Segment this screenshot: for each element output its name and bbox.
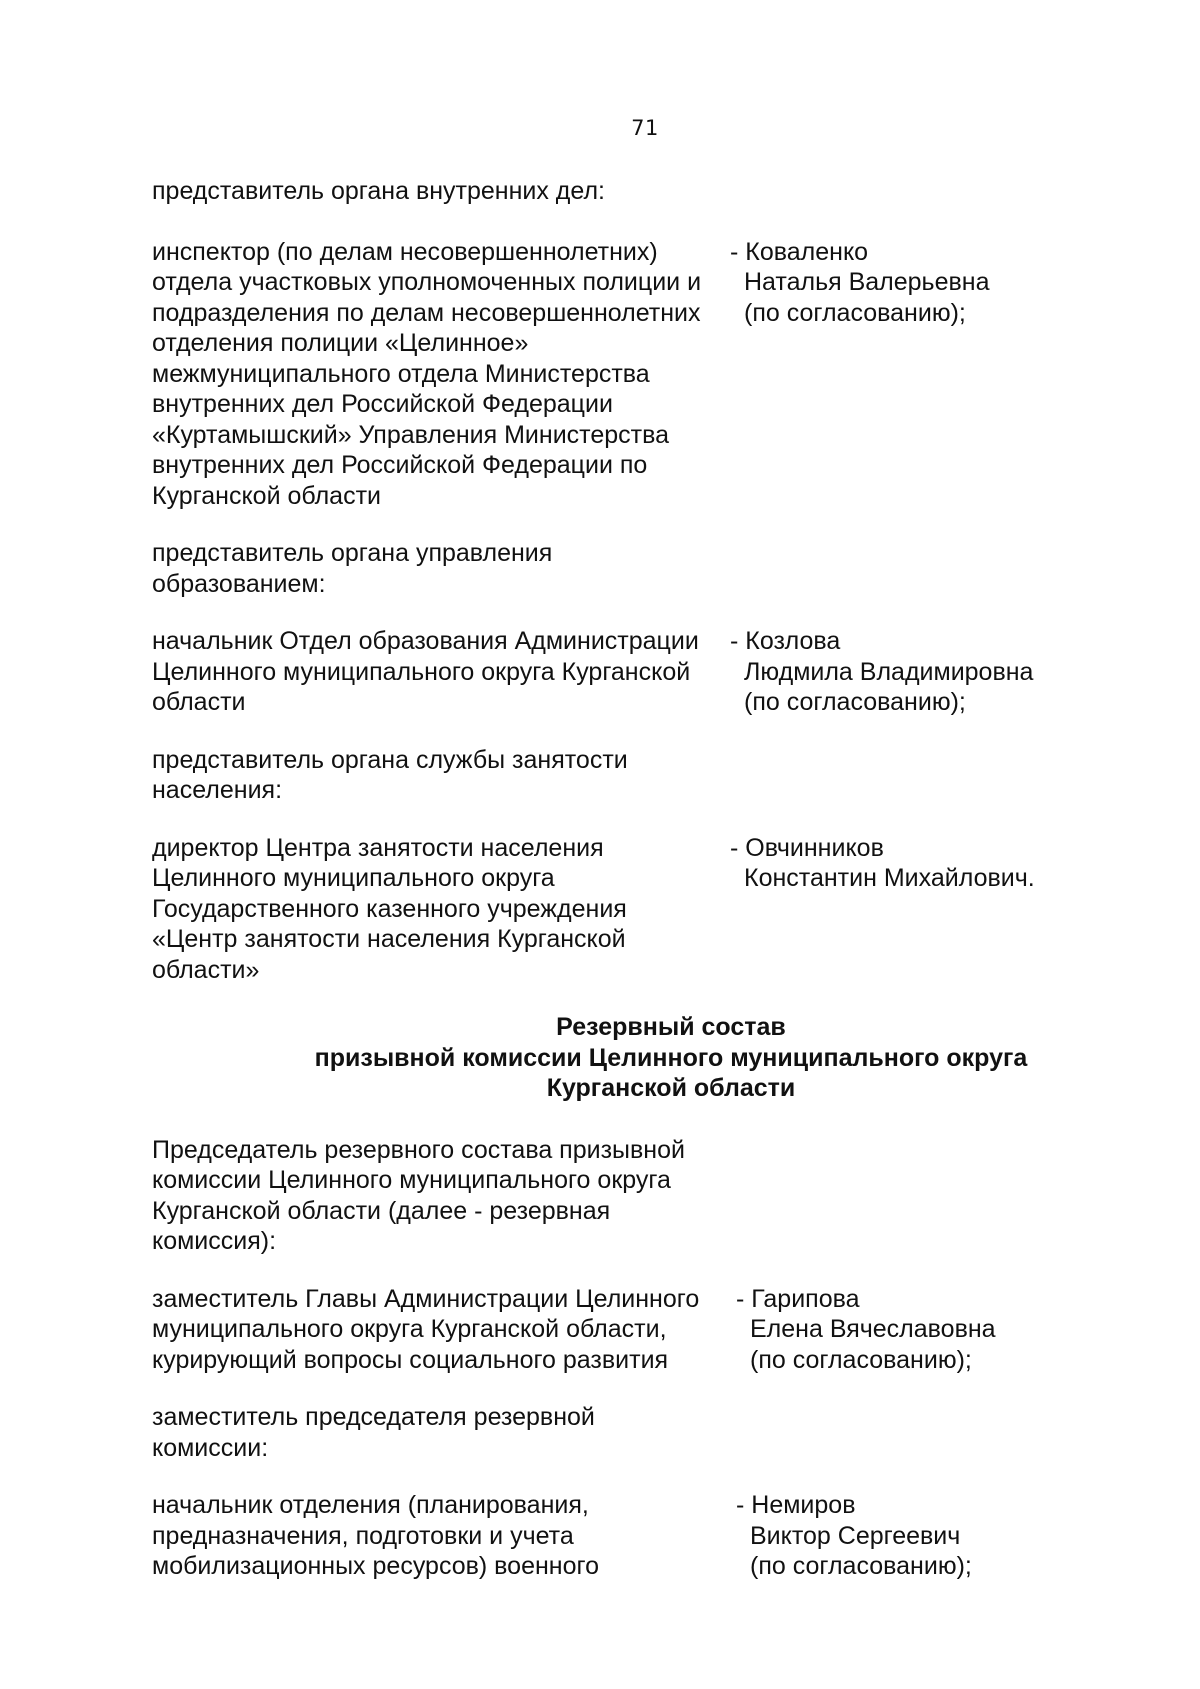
section-heading-reserve-deputy [152,1402,1112,1463]
member-position [152,1284,736,1376]
heading-line: комиссия): [152,1227,277,1255]
person-surname: - Немиров [736,1491,856,1519]
heading-line: комиссии: [152,1433,269,1462]
member-position [152,833,730,986]
heading-line: представитель органа службы занятости [152,745,628,774]
position-line: Курганской области [152,481,382,510]
reserve-composition-title [230,1012,1112,1104]
section-heading-education [152,538,1112,599]
member-row-nemirov [152,1490,1112,1582]
heading-line: Председатель резервного состава призывной [152,1135,685,1164]
person-surname: - Овчинников [730,833,884,862]
person-surname: - Коваленко [730,237,869,266]
page-number: 71 [631,116,659,140]
member-row-kozlova [152,626,1112,718]
heading-line: комиссии Целинного муниципального округа [152,1166,671,1194]
position-line: межмуниципального отдела Министерства [152,359,650,388]
member-name [736,1284,996,1376]
heading-line: населения: [152,776,283,804]
person-note: (по согласованию); [744,298,966,327]
person-surname: - Козлова [730,627,841,655]
heading-line: заместитель председателя резервной [152,1403,595,1431]
heading-line: образованием: [152,569,326,598]
title-line: призывной комиссии Целинного муниципального округа [314,1043,1028,1072]
member-row-kovalenko [152,237,1112,512]
person-given-names: Людмила Владимировна [744,657,1034,686]
position-line: заместитель Главы Администрации Целинного [152,1284,700,1313]
position-line: Государственного казенного учреждения [152,894,627,923]
section-heading-employment [152,745,1112,806]
section-heading-internal-affairs: представитель органа внутренних дел: [152,177,606,205]
position-line: мобилизационных ресурсов) военного [152,1552,599,1580]
person-given-names: Наталья Валерьевна [744,268,990,296]
position-line: подразделения по делам несовершеннолетних [152,298,701,327]
member-position [152,626,730,718]
position-line: Целинного муниципального округа [152,864,555,892]
heading-line: представитель органа управления [152,539,553,567]
position-line: начальник отделения (планирования, [152,1491,589,1519]
member-name [730,833,1035,986]
position-line: области [152,688,246,716]
person-surname: - Гарипова [736,1284,860,1313]
person-given-names: Елена Вячеславовна [750,1315,996,1343]
member-row-ovchinnikov [152,833,1112,986]
document-body [152,176,1112,1582]
position-line: Целинного муниципального округа Курганской [152,657,691,686]
title-line: Курганской области [546,1074,796,1102]
member-position [152,237,730,512]
member-row-garipova [152,1284,1112,1376]
title-line: Резервный состав [556,1013,786,1041]
member-name [730,237,989,512]
position-line: отдела участковых уполномоченных полиции и [152,268,702,296]
person-given-names: Константин Михайлович. [744,864,1035,892]
position-line: муниципального округа Курганской области, [152,1315,667,1343]
position-line: отделения полиции «Целинное» [152,329,529,357]
position-line: курирующий вопросы социального развития [152,1345,669,1374]
position-line: предназначения, подготовки и учета [152,1521,574,1550]
member-name [730,626,1033,718]
position-line: внутренних дел Российской Федерации [152,390,613,418]
member-name [736,1490,972,1582]
position-line: внутренних дел Российской Федерации по [152,451,648,479]
person-given-names: Виктор Сергеевич [750,1521,961,1550]
section-heading-reserve-chair [152,1135,1112,1257]
position-line: начальник Отдел образования Администрации [152,627,699,655]
position-line: «Куртамышский» Управления Министерства [152,420,669,449]
position-line: инспектор (по делам несовершеннолетних) [152,237,658,266]
position-line: директор Центра занятости населения [152,833,604,862]
person-note: (по согласованию); [750,1552,972,1580]
heading-line: Курганской области (далее - резервная [152,1196,611,1225]
person-note: (по согласованию); [750,1345,972,1374]
position-line: «Центр занятости населения Курганской [152,925,626,953]
member-position [152,1490,736,1582]
position-line: области» [152,955,260,984]
person-note: (по согласованию); [744,688,966,716]
